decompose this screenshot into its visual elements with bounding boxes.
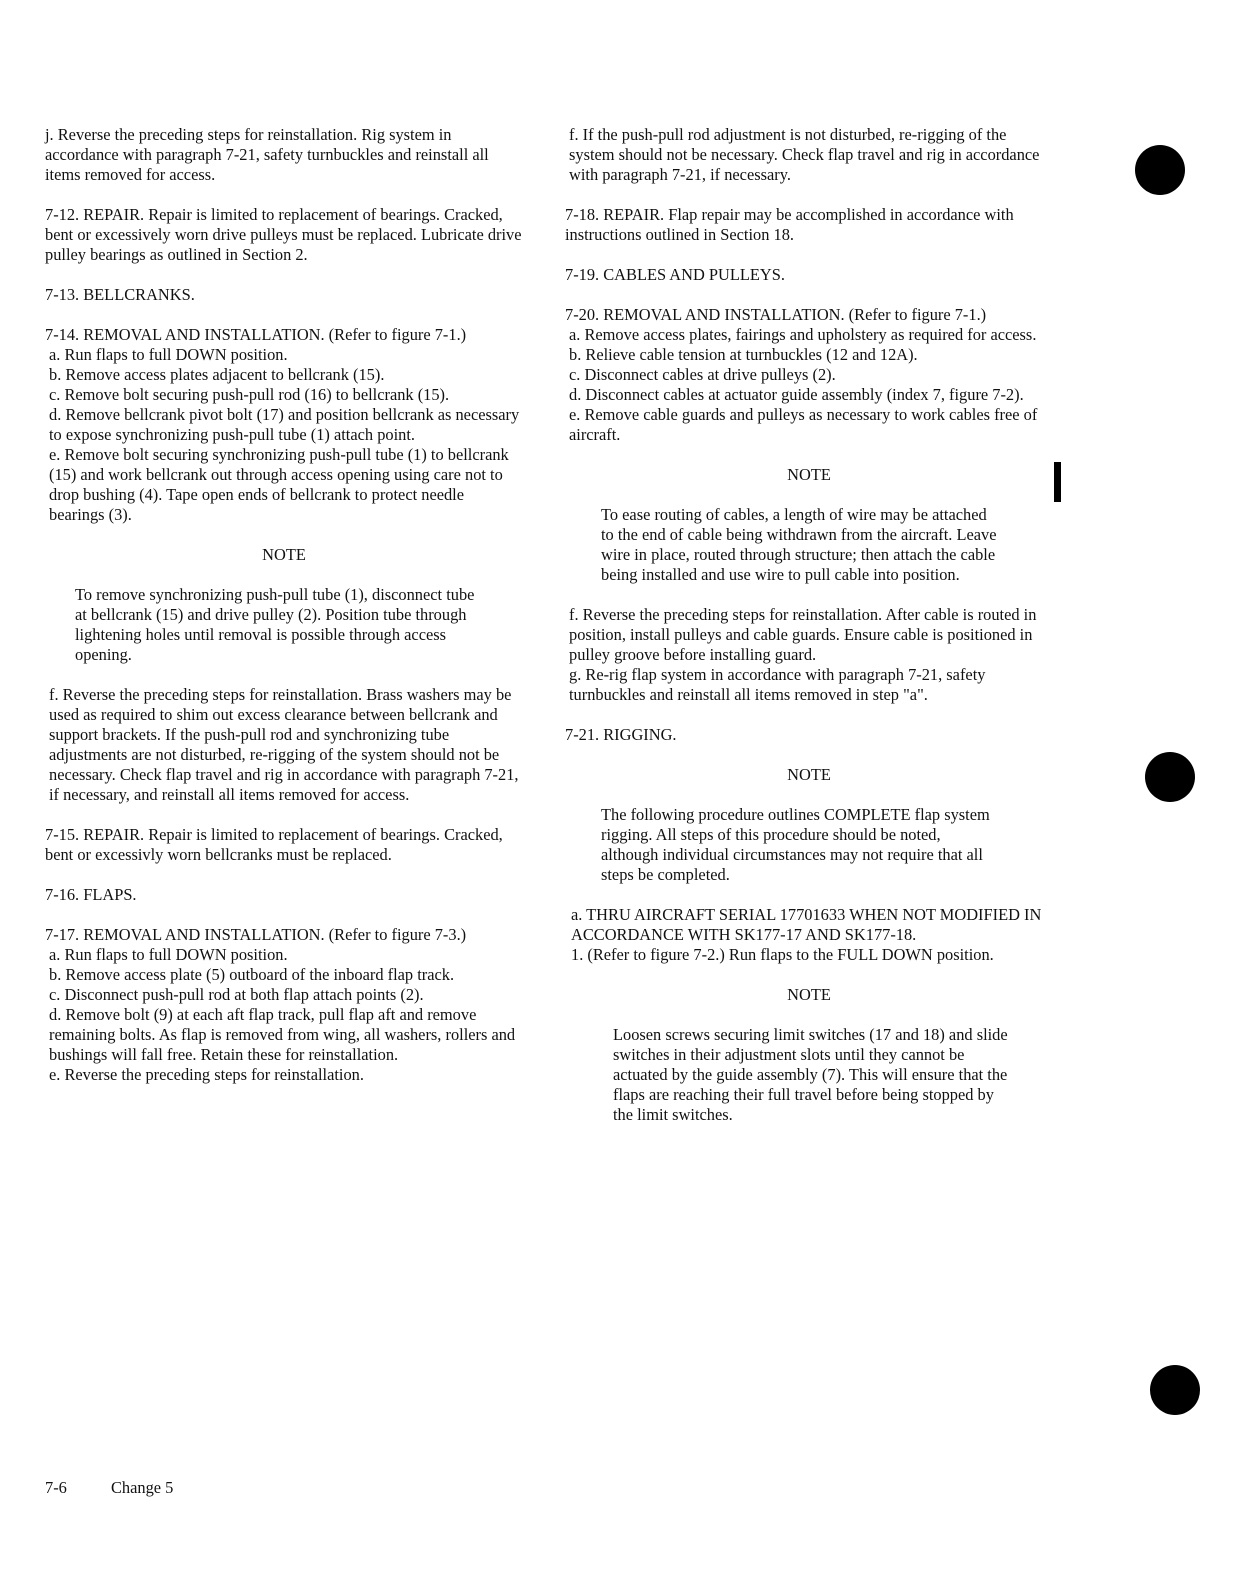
step-7-20-d: d. Disconnect cables at actuator guide assembly (index 7, figure 7-2). bbox=[569, 385, 1024, 404]
step-7-20-b: b. Relieve cable tension at turnbuckles (12 and 12A). bbox=[569, 345, 918, 364]
step-7-21-a: a. THRU AIRCRAFT SERIAL 17701633 WHEN NOT MODIFIED IN ACCORDANCE WITH SK177-17 AND SK177-18. bbox=[571, 905, 1042, 944]
para-7-18: 7-18. REPAIR. Flap repair may be accomplished in accordance with instructions outlined in Section 18. bbox=[565, 205, 1014, 244]
heading-7-17: 7-17. REMOVAL AND INSTALLATION. (Refer to figure 7-3.) bbox=[45, 925, 467, 944]
heading-7-16: 7-16. FLAPS. bbox=[45, 885, 137, 904]
step-7-14-c: c. Remove bolt securing push-pull rod (16) to bellcrank (15). bbox=[49, 385, 450, 404]
page-number: 7-6 bbox=[45, 1478, 67, 1497]
note-body: To remove synchronizing push-pull tube (1), disconnect tube at bellcrank (15) and drive pulley (2). Position tube through lightening holes until removal is possible through access opening. bbox=[75, 585, 475, 664]
note-body: Loosen screws securing limit switches (17 and 18) and slide switches in their adjustment slots until they cannot be actuated by the guide assembly (7). This will ensure that the flaps are reaching their full travel before being stopped by the limit switches. bbox=[613, 1025, 1008, 1124]
step-7-17-b: b. Remove access plate (5) outboard of the inboard flap track. bbox=[49, 965, 455, 984]
note-heading: NOTE bbox=[787, 985, 831, 1004]
step-7-14-b: b. Remove access plates adjacent to bellcrank (15). bbox=[49, 365, 385, 384]
para-7-12: 7-12. REPAIR. Repair is limited to replacement of bearings. Cracked, bent or excessively worn drive pulleys must be replaced. Lubricate drive pulley bearings as outlined in Section 2. bbox=[45, 205, 522, 264]
step-7-17-e: e. Reverse the preceding steps for reinstallation. bbox=[49, 1065, 364, 1084]
note-body: To ease routing of cables, a length of wire may be attached to the end of cable being withdrawn from the aircraft. Leave wire in place, routed through structure; then attach the cable being installed and use wire to pull cable into position. bbox=[601, 505, 997, 584]
step-7-17-f: f. If the push-pull rod adjustment is not disturbed, re-rigging of the system should not be necessary. Check flap travel and rig in accordance with paragraph 7-21, if necessary. bbox=[569, 125, 1040, 184]
binder-hole-middle bbox=[1145, 752, 1195, 802]
step-7-14-a: a. Run flaps to full DOWN position. bbox=[49, 345, 288, 364]
step-7-20-a: a. Remove access plates, fairings and upholstery as required for access. bbox=[569, 325, 1037, 344]
heading-7-13: 7-13. BELLCRANKS. bbox=[45, 285, 195, 304]
binder-hole-bottom bbox=[1150, 1365, 1200, 1415]
step-7-20-f: f. Reverse the preceding steps for reinstallation. After cable is routed in position, install pulleys and cable guards. Ensure cable is positioned in pulley groove before installing guard. bbox=[569, 605, 1037, 664]
note-heading: NOTE bbox=[262, 545, 306, 564]
note-heading: NOTE bbox=[787, 765, 831, 784]
step-j: j. Reverse the preceding steps for reinstallation. Rig system in accordance with paragraph 7-21, safety turnbuckles and reinstall all items removed for access. bbox=[45, 125, 489, 184]
step-7-17-a: a. Run flaps to full DOWN position. bbox=[49, 945, 288, 964]
step-7-14-d: d. Remove bellcrank pivot bolt (17) and position bellcrank as necessary to expose synchronizing push-pull tube (1) attach point. bbox=[49, 405, 520, 444]
left-column bbox=[45, 125, 523, 1085]
change-bar bbox=[1054, 462, 1061, 502]
step-7-21-a-1: 1. (Refer to figure 7-2.) Run flaps to the FULL DOWN position. bbox=[571, 945, 994, 964]
heading-7-14: 7-14. REMOVAL AND INSTALLATION. (Refer to figure 7-1.) bbox=[45, 325, 467, 344]
change-label: Change 5 bbox=[110, 1478, 174, 1497]
step-7-20-g: g. Re-rig flap system in accordance with paragraph 7-21, safety turnbuckles and reinstall all items removed in step "a". bbox=[569, 665, 986, 704]
note-body: The following procedure outlines COMPLETE flap system rigging. All steps of this procedure should be noted, although individual circumstances may not require that all steps be completed. bbox=[601, 805, 990, 884]
step-7-20-c: c. Disconnect cables at drive pulleys (2). bbox=[569, 365, 836, 384]
step-7-17-c: c. Disconnect push-pull rod at both flap attach points (2). bbox=[49, 985, 424, 1004]
page-footer bbox=[45, 1478, 213, 1498]
heading-7-21: 7-21. RIGGING. bbox=[565, 725, 677, 744]
heading-7-20: 7-20. REMOVAL AND INSTALLATION. (Refer to figure 7-1.) bbox=[565, 305, 987, 324]
step-7-20-e: e. Remove cable guards and pulleys as necessary to work cables free of aircraft. bbox=[569, 405, 1038, 444]
step-7-14-f: f. Reverse the preceding steps for reinstallation. Brass washers may be used as required to shim out excess clearance between bellcrank and support brackets. If the push-pull rod and synchronizing tube adjustments are not disturbed, re-rigging of the system should not be necessary. Check flap travel and rig in accordance with paragraph 7-21, if necessary, and reinstall all items removed for access. bbox=[49, 685, 519, 804]
step-7-14-e: e. Remove bolt securing synchronizing push-pull tube (1) to bellcrank (15) and work bellcrank out through access opening using care not to drop bushing (4). Tape open ends of bellcrank to protect needle bearings (3). bbox=[49, 445, 509, 524]
heading-7-19: 7-19. CABLES AND PULLEYS. bbox=[565, 265, 785, 284]
step-7-17-d: d. Remove bolt (9) at each aft flap track, pull flap aft and remove remaining bolts. As flap is removed from wing, all washers, rollers and bushings will fall free. Retain these for reinstallation. bbox=[49, 1005, 516, 1064]
right-column bbox=[565, 125, 1053, 1145]
binder-hole-top bbox=[1135, 145, 1185, 195]
para-7-15: 7-15. REPAIR. Repair is limited to replacement of bearings. Cracked, bent or excessivly worn bellcranks must be replaced. bbox=[45, 825, 503, 864]
note-heading: NOTE bbox=[787, 465, 831, 484]
